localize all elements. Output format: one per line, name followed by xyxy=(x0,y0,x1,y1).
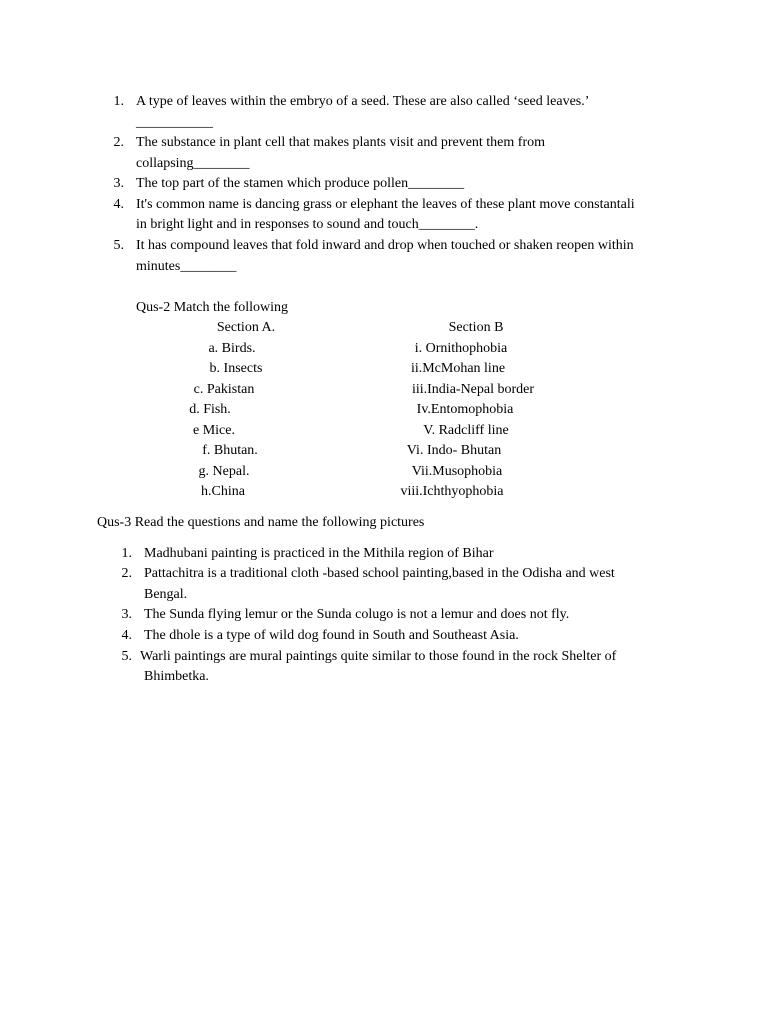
q3-item-1-text: Madhubani painting is practiced in the Mithila region of Bihar xyxy=(144,546,494,561)
section-a-item: g. Nepal. xyxy=(198,464,250,479)
q1-item-1-text: A type of leaves within the embryo of a seed. These are also called ‘seed leaves.’ xyxy=(136,94,590,109)
q1-item-4-number: 4. xyxy=(113,197,124,212)
q1-item-2-text-cont: collapsing________ xyxy=(136,156,250,171)
q3-item-5-text-cont: Bhimbetka. xyxy=(144,669,209,684)
section-a-item: h.China xyxy=(201,484,245,499)
q3-item-3-number: 3. xyxy=(121,607,132,622)
q3-item-2-text: Pattachitra is a traditional cloth -based school painting,based in the Odisha and west xyxy=(144,566,615,581)
section-b-item: ii.McMohan line xyxy=(410,361,506,376)
q3-title: Qus-3 Read the questions and name the following pictures xyxy=(97,515,425,530)
q1-item-5-text: It has compound leaves that fold inward and drop when touched or shaken reopen within xyxy=(136,238,634,253)
q3-item-1-number: 1. xyxy=(121,546,132,561)
section-a-item: c. Pakistan xyxy=(193,382,255,397)
q1-item-4-text-cont: in bright light and in responses to sound and touch________. xyxy=(136,217,479,232)
q1-item-1-blank: ___________ xyxy=(136,115,213,130)
q3-item-4-number: 4. xyxy=(121,628,132,643)
q1-item-3-text: The top part of the stamen which produce pollen________ xyxy=(136,176,465,191)
q2-title: Qus-2 Match the following xyxy=(136,300,289,315)
section-b-header: Section B xyxy=(448,320,504,335)
q3-item-2-number: 2. xyxy=(121,566,132,581)
section-b-item: Vii.Musophobia xyxy=(411,464,503,479)
section-a-item: d. Fish. xyxy=(189,402,231,417)
section-a-item: f. Bhutan. xyxy=(202,443,258,458)
section-a-item: a. Birds. xyxy=(208,341,256,356)
section-b-item: V. Radcliff line xyxy=(423,423,509,438)
q3-item-5-text: Warli paintings are mural paintings quite similar to those found in the rock Shelter of xyxy=(140,649,617,664)
section-a-item: e Mice. xyxy=(193,423,235,438)
q3-item-4-text: The dhole is a type of wild dog found in South and Southeast Asia. xyxy=(144,628,519,643)
q1-item-1-number: 1. xyxy=(113,94,124,109)
q1-item-3-number: 3. xyxy=(113,176,124,191)
section-b-item: Iv.Entomophobia xyxy=(416,402,514,417)
q1-item-2-number: 2. xyxy=(113,135,124,150)
section-b-item: iii.India-Nepal border xyxy=(411,382,535,397)
q1-item-5-number: 5. xyxy=(113,238,124,253)
section-b-item: Vi. Indo- Bhutan xyxy=(406,443,502,458)
q1-item-2-text: The substance in plant cell that makes plants visit and prevent them from xyxy=(136,135,546,150)
section-a-item: b. Insects xyxy=(209,361,263,376)
q3-item-3-text: The Sunda flying lemur or the Sunda colugo is not a lemur and does not fly. xyxy=(144,607,570,622)
q1-item-4-text: It's common name is dancing grass or elephant the leaves of these plant move constantali xyxy=(136,197,635,212)
q3-item-2-text-cont: Bengal. xyxy=(144,587,188,602)
section-b-item: i. Ornithophobia xyxy=(414,341,508,356)
section-b-item: viii.Ichthyophobia xyxy=(400,484,504,499)
section-a-header: Section A. xyxy=(216,320,276,335)
q1-item-5-text-cont: minutes________ xyxy=(136,259,237,274)
q3-item-5-number: 5. xyxy=(121,649,132,664)
